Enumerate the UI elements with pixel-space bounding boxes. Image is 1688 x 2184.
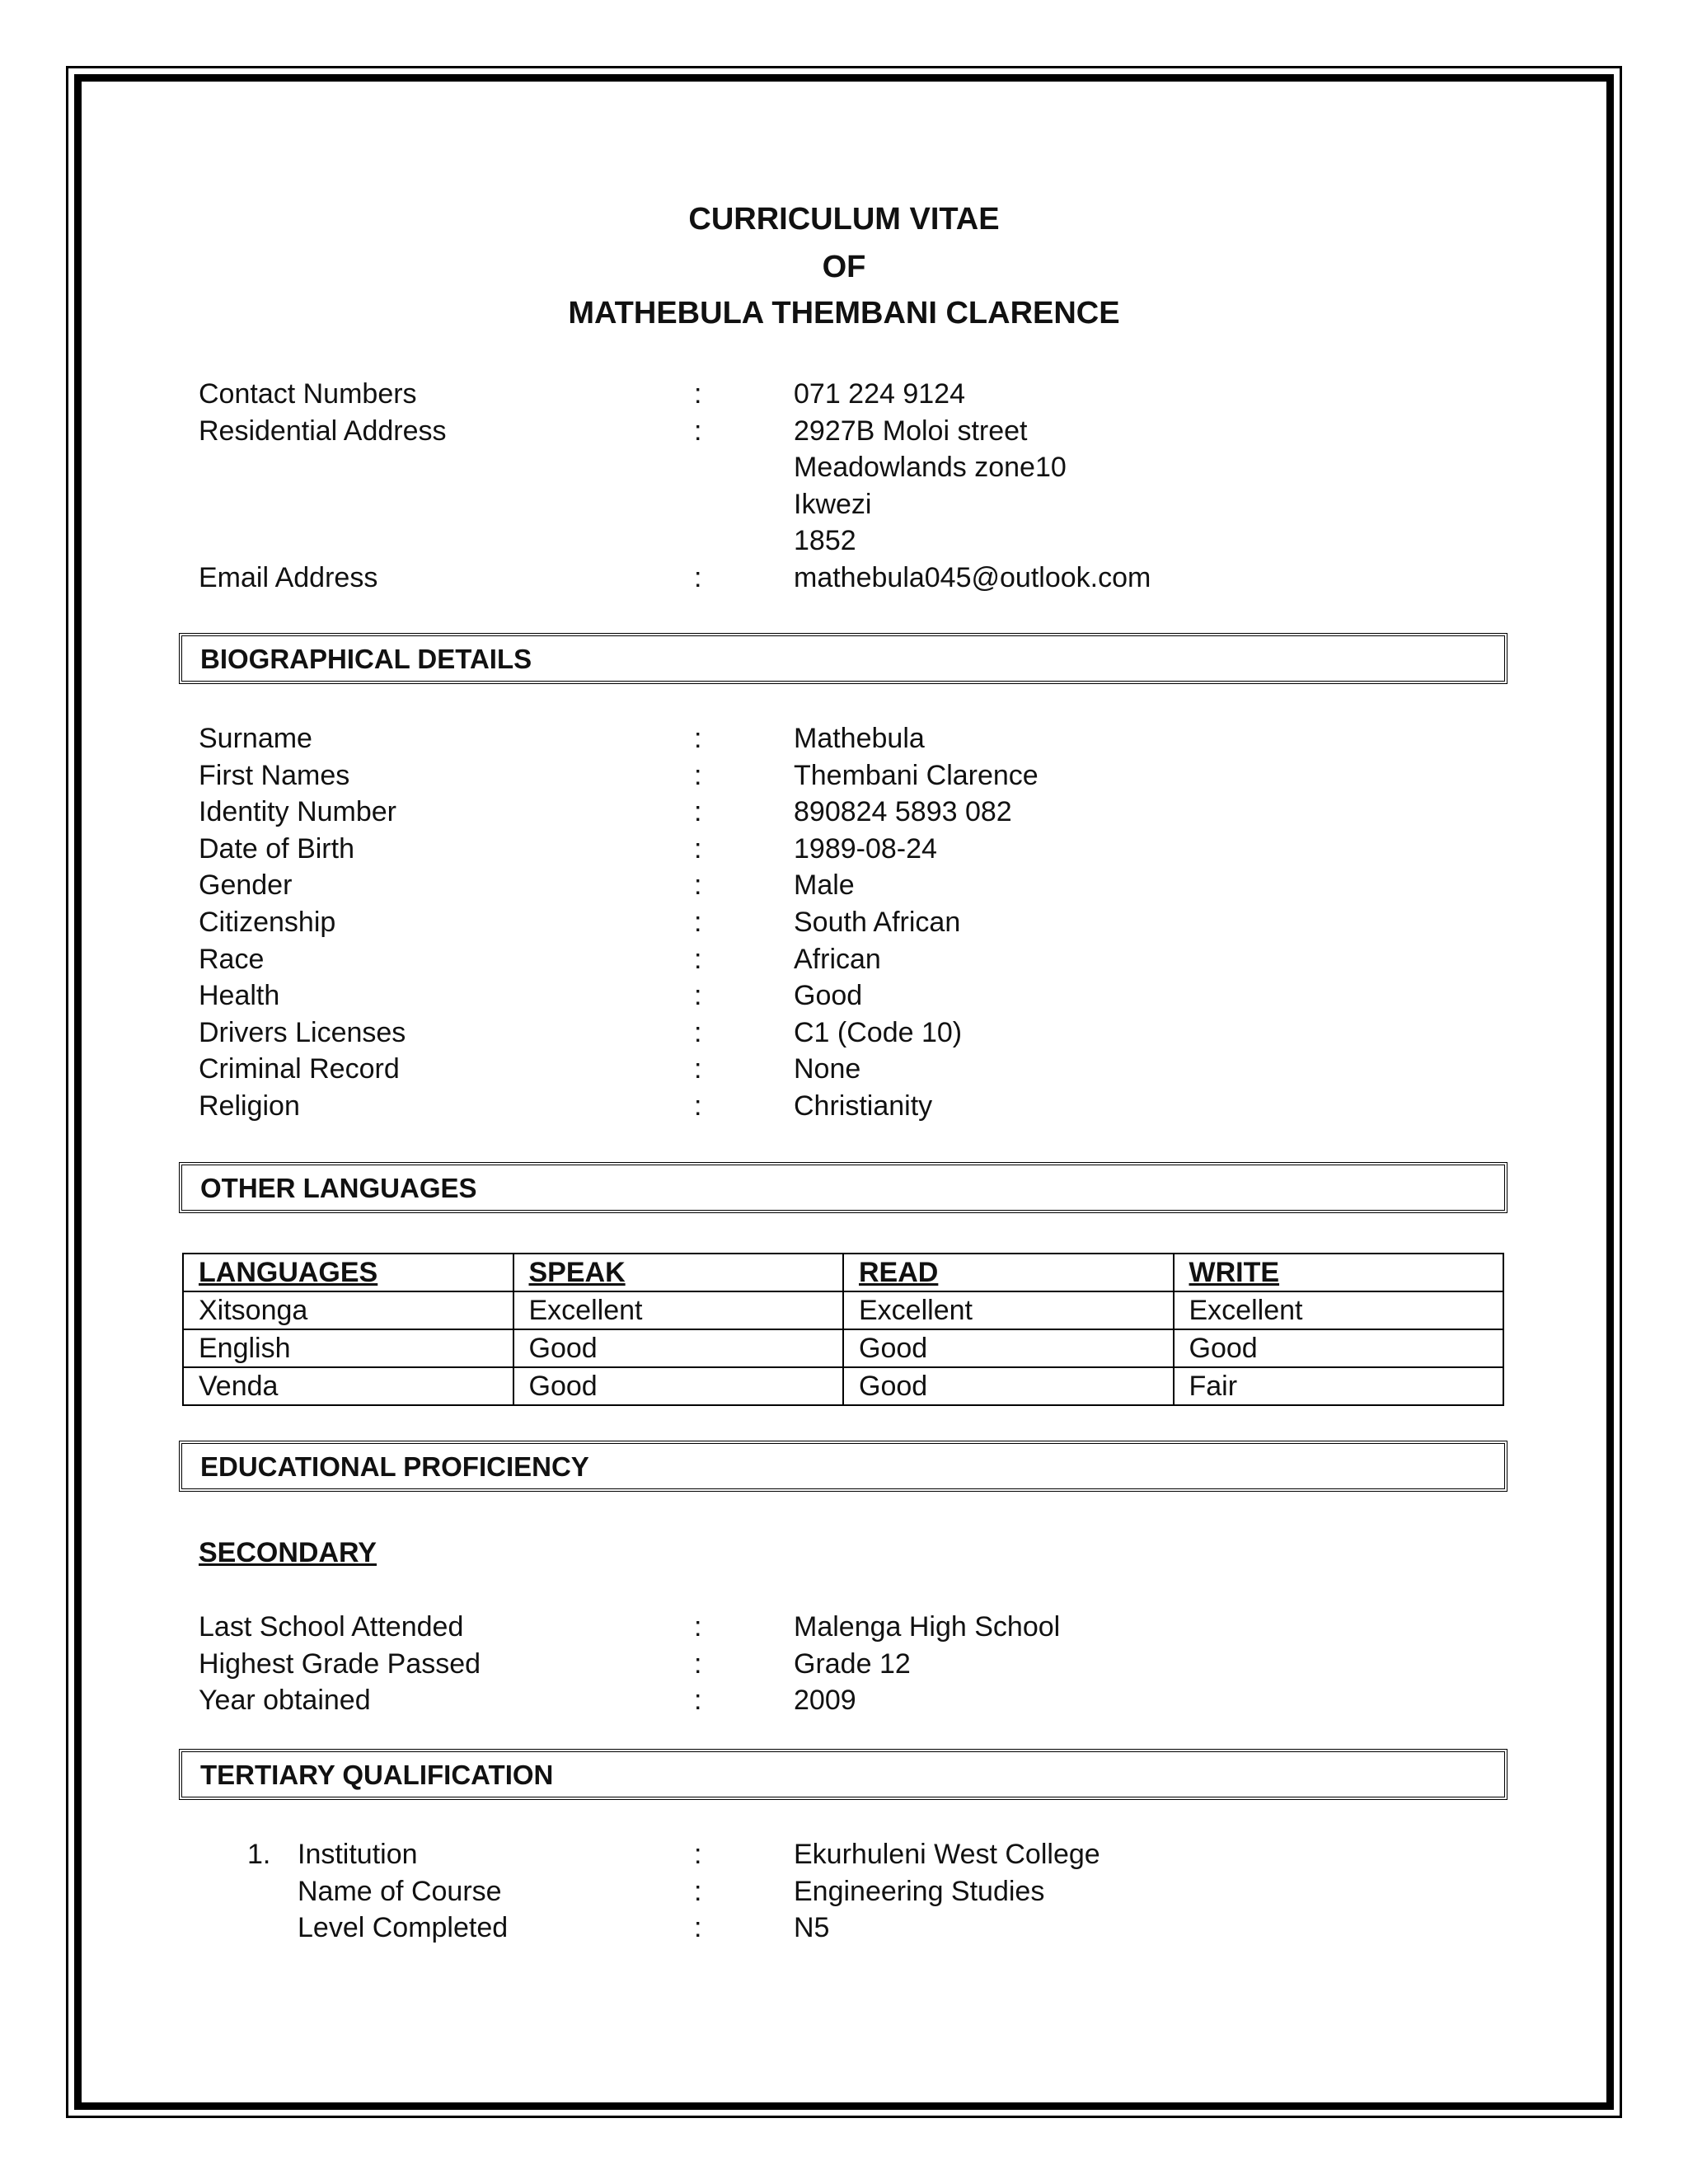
contact-email-label: Email Address [199,562,378,593]
section-title: TERTIARY QUALIFICATION [200,1760,554,1790]
address-line: 1852 [794,525,856,556]
bio-label: Drivers Licenses [199,1016,406,1048]
section-title: BIOGRAPHICAL DETAILS [200,644,532,674]
separator: : [694,1053,702,1085]
section-header-languages [179,1162,1507,1213]
table-cell: Good [513,1329,844,1367]
table-cell: Good [843,1329,1174,1367]
secondary-label: Year obtained [199,1685,371,1717]
bio-label: Criminal Record [199,1053,400,1085]
table-cell: Good [513,1367,844,1405]
bio-value: Mathebula [794,723,925,754]
secondary-value: 2009 [794,1685,856,1717]
bio-value: Male [794,869,855,902]
bio-value: 890824 5893 082 [794,796,1012,828]
cv-candidate-name: MATHEBULA THEMBANI CLARENCE [568,296,1120,330]
separator: : [694,759,702,791]
separator: : [694,378,702,410]
section-title: OTHER LANGUAGES [200,1173,477,1203]
bio-value: Good [794,980,863,1012]
bio-value: C1 (Code 10) [794,1016,963,1048]
secondary-subheading: SECONDARY [199,1537,377,1568]
table-row [183,1329,1503,1367]
tertiary-label: Level Completed [298,1912,509,1944]
tertiary-label: Institution [298,1839,418,1870]
bio-label: Citizenship [199,907,336,938]
table-header-row [183,1254,1503,1291]
separator: : [694,980,702,1012]
separator: : [694,1912,702,1944]
cv-title: CURRICULUM VITAE [688,202,1000,237]
table-cell: Excellent [513,1291,844,1329]
separator: : [694,832,702,865]
bio-label: Religion [199,1090,300,1122]
column-header-languages: LANGUAGES [183,1254,513,1291]
bio-label: Race [199,943,265,975]
table-row [183,1291,1503,1329]
table-cell: Venda [183,1367,513,1405]
bio-label: Surname [199,723,312,754]
bio-label: Health [199,980,280,1012]
separator: : [694,723,702,754]
bio-value: Christianity [794,1090,933,1122]
separator: : [694,869,702,902]
secondary-label: Highest Grade Passed [199,1647,481,1680]
separator: : [694,1090,702,1122]
bio-value: Thembani Clarence [794,759,1039,791]
secondary-label: Last School Attended [199,1611,464,1643]
separator: : [694,1611,702,1643]
separator: : [694,1016,702,1048]
separator: : [694,1647,702,1680]
separator: : [694,1839,702,1870]
contact-email-value: mathebula045@outlook.com [794,562,1151,593]
tertiary-value: Ekurhuleni West College [794,1839,1100,1870]
address-line: Meadowlands zone10 [794,452,1067,483]
section-title: EDUCATIONAL PROFICIENCY [200,1451,589,1482]
address-line: Ikwezi [794,489,872,520]
separator: : [694,796,702,828]
column-header-write: WRITE [1174,1254,1504,1291]
languages-table [182,1253,1504,1406]
address-line: 2927B Moloi street [794,415,1028,447]
table-cell: Fair [1174,1367,1504,1405]
tertiary-label: Name of Course [298,1875,502,1907]
separator: : [694,415,702,447]
separator: : [694,907,702,938]
contact-phone-value: 071 224 9124 [794,378,965,410]
bio-label: Identity Number [199,796,396,828]
secondary-value: Malenga High School [794,1611,1061,1643]
tertiary-value: N5 [794,1912,830,1944]
bio-value: South African [794,907,961,938]
contact-address-label: Residential Address [199,415,447,447]
table-cell: Excellent [843,1291,1174,1329]
contact-phone-label: Contact Numbers [199,378,417,410]
bio-label: First Names [199,759,350,791]
table-cell: English [183,1329,513,1367]
cv-title-of: OF [822,250,866,284]
bio-value: African [794,943,881,975]
bio-label: Date of Birth [199,832,354,865]
table-row [183,1367,1503,1405]
table-cell: Excellent [1174,1291,1504,1329]
separator: : [694,1685,702,1717]
section-header-tertiary [179,1749,1507,1800]
list-number: 1. [247,1839,271,1870]
table-cell: Good [1174,1329,1504,1367]
tertiary-value: Engineering Studies [794,1875,1045,1907]
table-cell: Xitsonga [183,1291,513,1329]
separator: : [694,562,702,593]
secondary-value: Grade 12 [794,1647,911,1680]
bio-value: 1989-08-24 [794,832,937,865]
separator: : [694,1875,702,1907]
section-header-biographical [179,633,1507,684]
bio-value: None [794,1053,861,1085]
separator: : [694,943,702,975]
column-header-speak: SPEAK [513,1254,844,1291]
table-cell: Good [843,1367,1174,1405]
column-header-read: READ [843,1254,1174,1291]
section-header-education [179,1441,1507,1492]
bio-label: Gender [199,869,293,902]
